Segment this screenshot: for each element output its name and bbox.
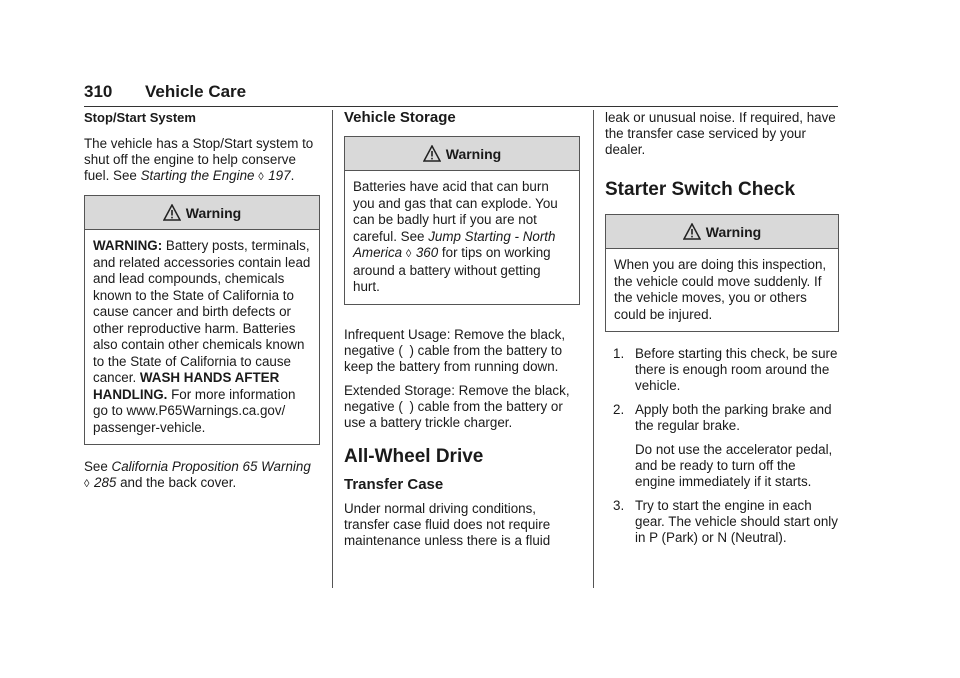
- warning-header: [85, 196, 319, 230]
- column-3: [605, 110, 839, 554]
- page-reference-icon: ◊: [84, 478, 90, 490]
- warning-triangle-icon: [683, 223, 701, 240]
- stop-start-heading: Stop/Start System: [84, 110, 196, 125]
- stop-start-paragraph: The vehicle has a Stop/Start system to shut off the engine to help conserve fuel. See Starting the Engine ◊ 197.: [84, 136, 314, 183]
- vehicle-storage-heading: Vehicle Storage: [344, 109, 456, 126]
- page-ref-197[interactable]: 197: [268, 168, 291, 183]
- warning-title: Warning: [445, 145, 502, 162]
- warning-title: Warning: [185, 204, 242, 221]
- warning-triangle-icon: [163, 204, 181, 221]
- column-divider-1: [332, 110, 333, 588]
- awd-heading: All-Wheel Drive: [344, 445, 484, 467]
- prop65-link[interactable]: California Proposition 65 Warning: [111, 459, 311, 474]
- list-item: 2. Apply both the parking brake and the regular brake. Do not use the accelerator pedal, and be ready to turn off the engine immediately if it starts.: [605, 402, 839, 490]
- list-item: 1. Before starting this check, be sure there is enough room around the vehicle.: [613, 346, 838, 393]
- page-header: [84, 82, 838, 107]
- transfer-case-heading: Transfer Case: [344, 475, 444, 493]
- warning-title: Warning: [705, 223, 762, 240]
- extended-storage-paragraph: Extended Storage: Remove the black, negative ( ) cable from the battery or use a battery trickle charger.: [344, 382, 570, 430]
- infrequent-usage-paragraph: Infrequent Usage: Remove the black, negative ( ) cable from the battery to keep the battery from running down.: [344, 326, 566, 374]
- page-reference-icon: ◊: [258, 171, 264, 183]
- section-title: Vehicle Care: [145, 82, 247, 101]
- warning-header: [345, 137, 579, 171]
- page-number: 310: [84, 82, 113, 101]
- steps-list: [605, 346, 839, 546]
- jump-starting-link[interactable]: Jump Starting - North America: [353, 228, 556, 260]
- transfer-case-paragraph: Under normal driving conditions, transfer case fluid does not require maintenance unless there is a fluid: [344, 500, 551, 548]
- warning-box-starter: [605, 214, 839, 332]
- column-1: [84, 110, 320, 500]
- column-divider-2: [593, 110, 594, 588]
- transfer-case-continued: leak or unusual noise. If required, have the transfer case serviced by your dealer.: [605, 110, 836, 157]
- warning-body: Batteries have acid that can burn you and gas that can explode. You can be badly hurt if you are not careful. See Jump Starting - North America ◊ 360 for tips on working around a battery without getting hurt.: [353, 179, 558, 294]
- list-item: 3. Try to start the engine in each gear. The vehicle should start only in P (Park) or N (Neutral).: [613, 498, 838, 545]
- starting-engine-link[interactable]: Starting the Engine: [140, 168, 255, 183]
- warning-box-battery: [344, 136, 580, 305]
- page-ref-285[interactable]: 285: [94, 475, 117, 490]
- page-ref-360[interactable]: 360: [415, 245, 439, 260]
- warning-body: WARNING: Battery posts, terminals, and related accessories contain lead and lead compounds, chemicals known to the State of California to cause cancer and birth defects or other reproductive harm. Batteries also contain other chemicals known to the State of California to cause cancer. WASH HANDS AFTER HANDLING. For more information go to www.P65Warnings.ca.gov/ passenger-vehicle.: [93, 238, 311, 435]
- warning-header: [606, 215, 838, 249]
- warning-body: When you are doing this inspection, the vehicle could move suddenly. If the vehicle moves, you or others could be injured.: [614, 257, 827, 322]
- warning-triangle-icon: [423, 145, 441, 162]
- starter-switch-heading: Starter Switch Check: [605, 179, 796, 200]
- column-2: [344, 110, 580, 557]
- page-reference-icon: ◊: [405, 248, 412, 260]
- step-note: Do not use the accelerator pedal, and be ready to turn off the engine immediately if it starts.: [635, 442, 833, 489]
- see-prop65-paragraph: See California Proposition 65 Warning ◊ 285 and the back cover.: [84, 459, 311, 490]
- warning-box-lead: [84, 195, 320, 445]
